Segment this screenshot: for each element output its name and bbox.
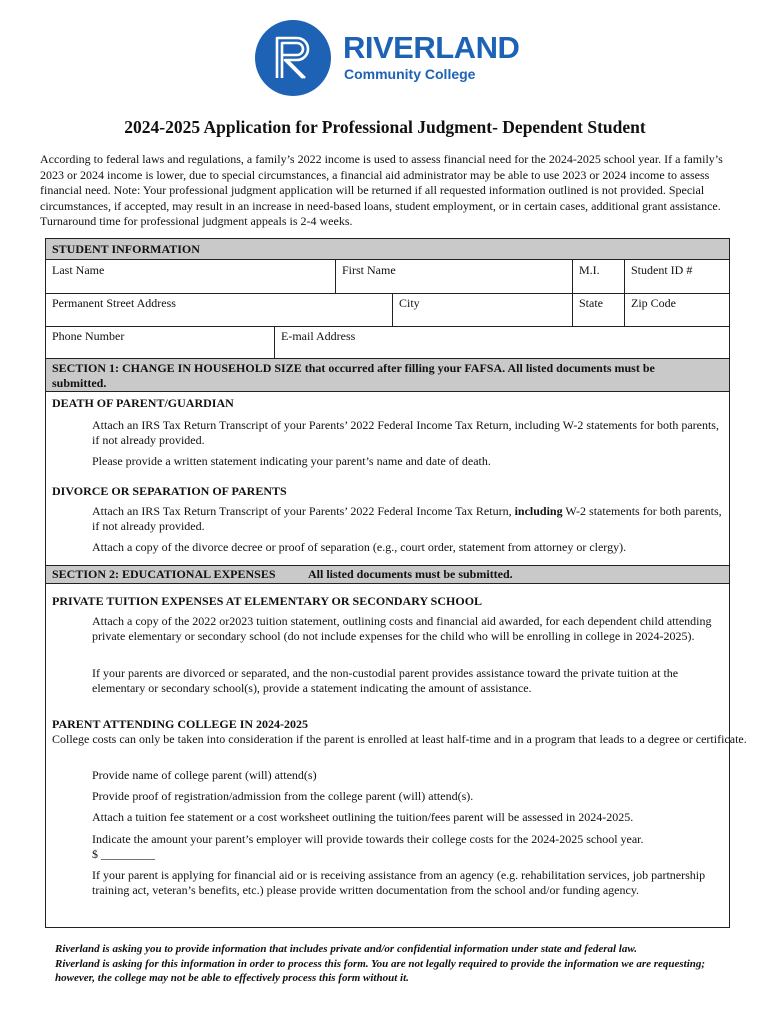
death-item-2: Please provide a written statement indicating your parent’s name and date of death. [92, 454, 491, 468]
section2-title: SECTION 2: EDUCATIONAL EXPENSES [52, 567, 276, 581]
city-label: City [399, 296, 420, 310]
intro-paragraph: According to federal laws and regulations, a family’s 2022 income is used to assess financial need for the 2024-2025 school year. If a family’s 2023 or 2024 income is lower, due to special circumstances, a financial aid administrator may be able to use 2023 or 2024 income to assess financial need. Note: Your professional judgment application will be returned if all requested information outlined is not provided. Special circumstances, if accepted, may result in an increase in need-based loans, student employment, or in certain cases, additional grant assistance. Turnaround time for professional judgment appeals is 2-4 weeks. [40, 152, 723, 228]
privacy-footer [55, 942, 735, 986]
parent-college-heading: PARENT ATTENDING COLLEGE IN 2024-2025 [52, 717, 309, 731]
footer-line-2: Riverland is asking for this information in order to process this form. You are not legally required to provide the information we are requesting; however, the college may not be able to effectively process this form without it. [55, 957, 706, 984]
divorce-heading: DIVORCE OR SEPARATION OF PARENTS [52, 484, 287, 498]
student-info-header [46, 239, 729, 260]
college-logo [255, 20, 525, 96]
section1-title: SECTION 1: CHANGE IN HOUSEHOLD SIZE that occurred after filling your FAFSA. All listed documents must be submitted. [52, 361, 655, 390]
first-name-label: First Name [342, 263, 396, 277]
divorce-item-2: Attach a copy of the divorce decree or proof of separation (e.g., court order, statement from attorney or clergy). [92, 540, 627, 554]
death-item-1: Attach an IRS Tax Return Transcript of your Parents’ 2022 Federal Income Tax Return, including W-2 statements for both parents, if not already provided. [92, 418, 719, 447]
section2-header [46, 565, 729, 584]
parent-college-description: College costs can only be taken into consideration if the parent is enrolled at least half-time and in a program that leads to a degree or certificate. [52, 732, 747, 746]
application-form [45, 238, 747, 928]
phone-number-label: Phone Number [52, 329, 125, 343]
death-heading: DEATH OF PARENT/GUARDIAN [52, 396, 234, 410]
street-address-label: Permanent Street Address [52, 296, 176, 310]
college-item-4: Indicate the amount your parent’s employer will provide towards their college costs for the 2024-2025 school year. [92, 832, 644, 846]
email-address-label: E-mail Address [281, 329, 356, 343]
college-item-5: If your parent is applying for financial aid or is receiving assistance from an agency (e.g. rehabilitation services, job partnership training act, veteran’s benefits, etc.) please provide written documentation from the school and/or funding agency. [92, 868, 706, 897]
employer-amount-blank[interactable]: $ _________ [92, 847, 155, 861]
college-item-2: Provide proof of registration/admission from the college parent (will) attend(s). [92, 789, 474, 803]
mi-label: M.I. [579, 263, 600, 277]
private-tuition-heading: PRIVATE TUITION EXPENSES AT ELEMENTARY OR SECONDARY SCHOOL [52, 594, 483, 608]
state-label: State [579, 296, 603, 310]
page-title: 2024-2025 Application for Professional Judgment- Dependent Student [124, 117, 646, 137]
private-tuition-item-2: If your parents are divorced or separated, and the non-custodial parent provides assistance toward the private tuition at the elementary or secondary school(s), provide a statement indicating the amount of assistance. [92, 666, 679, 695]
divorce-item-1: Attach an IRS Tax Return Transcript of your Parents’ 2022 Federal Income Tax Return, including W-2 statements for both parents, if not already provided. [92, 504, 722, 533]
college-item-1: Provide name of college parent (will) attend(s) [92, 768, 317, 782]
last-name-label: Last Name [52, 263, 105, 277]
logo-name: RIVERLAND [343, 30, 520, 65]
college-item-3: Attach a tuition fee statement or a cost worksheet outlining the tuition/fees parent will be assessed in 2024-2025. [92, 810, 634, 824]
private-tuition-item-1: Attach a copy of the 2022 or2023 tuition statement, outlining costs and financial aid awarded, for each dependent child attending private elementary or secondary school (do not include expenses for the child who will be enrolling in college in 2024-2025). [92, 614, 712, 643]
logo-subtitle: Community College [344, 66, 476, 82]
student-id-label: Student ID # [631, 263, 693, 277]
section2-note: All listed documents must be submitted. [308, 567, 513, 581]
student-info-title: STUDENT INFORMATION [52, 242, 200, 256]
footer-line-1: Riverland is asking you to provide information that includes private and/or confidential information under state and federal law. [55, 943, 638, 955]
section1-header [46, 359, 729, 392]
logo-emblem [255, 20, 331, 96]
zip-code-label: Zip Code [631, 296, 676, 310]
